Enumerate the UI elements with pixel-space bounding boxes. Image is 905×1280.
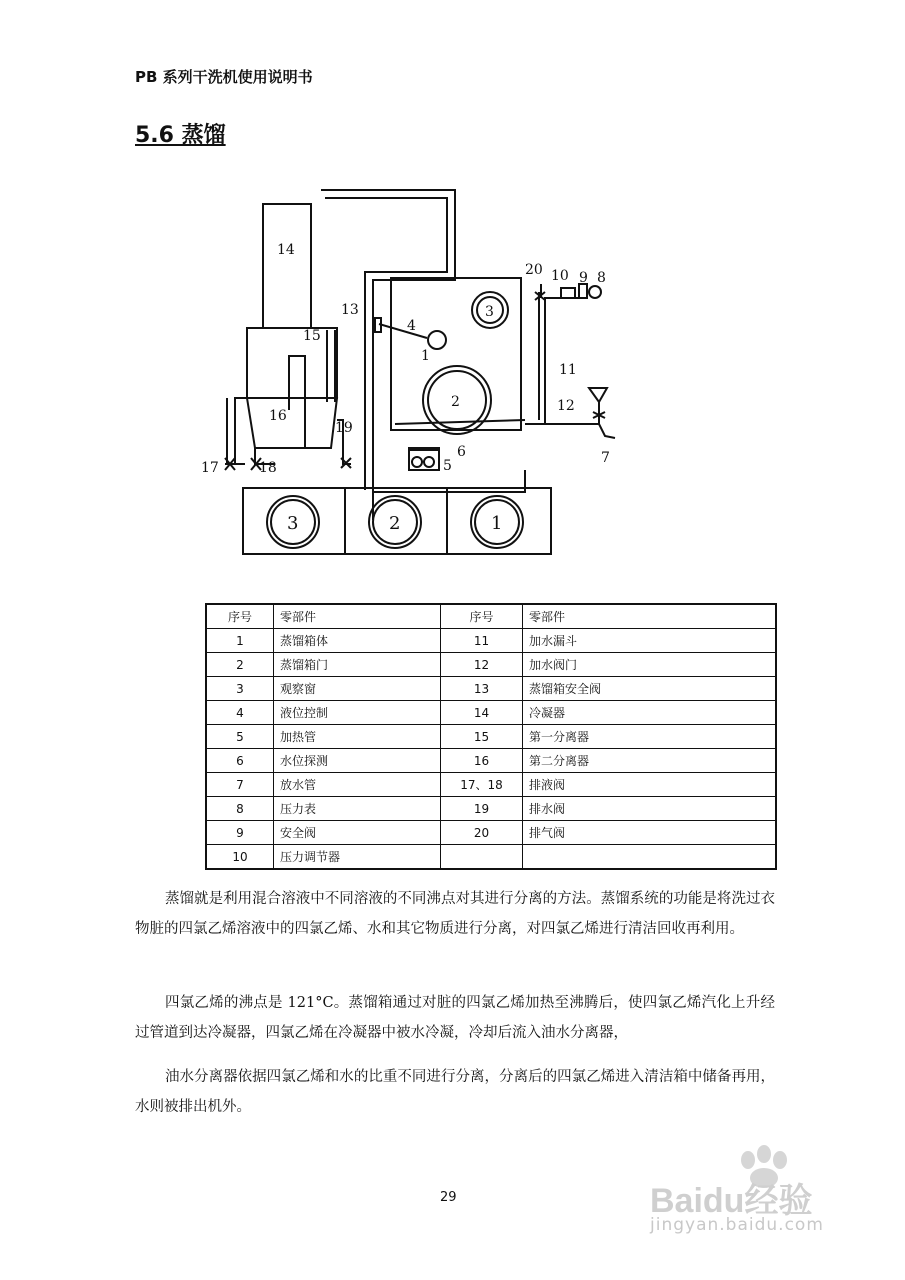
page-number: 29 [440,1190,457,1205]
cell: 排液阀 [523,773,777,797]
cell: 2 [206,653,274,677]
cell: 15 [441,725,523,749]
header-no: 序号 [206,604,274,629]
cell: 6 [206,749,274,773]
level-float [428,331,446,349]
paragraph-boiling-point: 四氯乙烯的沸点是 121°C。蒸馏箱通过对脏的四氯乙烯加热至沸腾后，使四氯乙烯汽化上升经过管道到达冷凝器，四氯乙烯在冷凝器中被水冷凝，冷却后流入油水分离器， [135,995,775,1041]
label-16: 16 [269,408,287,424]
table-row [206,677,776,701]
cell: 蒸馏箱安全阀 [523,677,777,701]
paragraph-separator: 油水分离器依据四氯乙烯和水的比重不同进行分离，分离后的四氯乙烯进入清洁箱中储备再用，水则被排出机外。 [135,1069,775,1115]
cell [441,845,523,870]
cell: 蒸馏箱体 [274,629,441,653]
label-14: 14 [277,242,295,258]
label-8: 8 [597,270,606,286]
cell: 16 [441,749,523,773]
second-separator [247,398,337,448]
cell: 液位控制 [274,701,441,725]
cell: 加水漏斗 [523,629,777,653]
label-5: 5 [443,458,452,474]
label-18: 18 [259,460,277,476]
table-row [206,797,776,821]
label-9: 9 [579,270,588,286]
cell: 第一分离器 [523,725,777,749]
table-row [206,821,776,845]
watermark-logo-text: Baidu经验 [650,1182,813,1220]
cell: 12 [441,653,523,677]
label-1: 1 [421,348,430,364]
label-3: 3 [485,304,494,320]
cell: 4 [206,701,274,725]
table-row [206,845,776,870]
cell: 8 [206,797,274,821]
cell: 11 [441,629,523,653]
water-funnel [589,388,607,402]
label-10: 10 [551,268,569,284]
header-part-2: 零部件 [523,604,777,629]
cell: 20 [441,821,523,845]
cell: 3 [206,677,274,701]
table-header-row [206,604,776,629]
cell: 7 [206,773,274,797]
label-6: 6 [457,444,466,460]
cell: 放水管 [274,773,441,797]
cell: 排水阀 [523,797,777,821]
document-title: PB 系列干洗机使用说明书 [135,68,313,86]
table-row [206,749,776,773]
cell: 14 [441,701,523,725]
condenser [263,204,311,328]
label-7: 7 [601,450,610,466]
table-row [206,629,776,653]
label-2: 2 [451,394,460,410]
separator-box [247,328,337,398]
cell: 5 [206,725,274,749]
label-20: 20 [525,262,543,278]
cell: 9 [206,821,274,845]
cell: 10 [206,845,274,870]
label-11: 11 [559,362,577,378]
paragraph-distillation-intro: 蒸馏就是利用混合溶液中不同溶液的不同沸点对其进行分离的方法。蒸馏系统的功能是将洗过衣物脏的四氯乙烯溶液中的四氯乙烯、水和其它物质进行分离，对四氯乙烯进行清洁回收再利用。 [135,891,775,937]
tank-label-3: 3 [287,513,299,534]
cell: 17、18 [441,773,523,797]
label-19: 19 [335,420,353,436]
cell: 1 [206,629,274,653]
parts-table [205,603,777,870]
watermark-url: jingyan.baidu.com [650,1215,824,1235]
cell: 13 [441,677,523,701]
cell: 安全阀 [274,821,441,845]
tank-label-1: 1 [491,513,503,534]
cell: 压力表 [274,797,441,821]
table-row [206,773,776,797]
label-12: 12 [557,398,575,414]
tank-label-2: 2 [389,513,401,534]
pressure-gauge [589,286,601,298]
label-4: 4 [407,318,416,334]
cell: 排气阀 [523,821,777,845]
cell [523,845,777,870]
table-row [206,653,776,677]
distillation-diagram [195,180,635,560]
table-row [206,725,776,749]
label-13: 13 [341,302,359,318]
header-part: 零部件 [274,604,441,629]
cell: 第二分离器 [523,749,777,773]
cell: 观察窗 [274,677,441,701]
cell: 水位探测 [274,749,441,773]
header-no-2: 序号 [441,604,523,629]
cell: 蒸馏箱门 [274,653,441,677]
cell: 压力调节器 [274,845,441,870]
cell: 加热管 [274,725,441,749]
label-17: 17 [201,460,219,476]
cell: 加水阀门 [523,653,777,677]
cell: 冷凝器 [523,701,777,725]
label-15: 15 [303,328,321,344]
section-heading: 5.6 蒸馏 [135,123,226,148]
table-row [206,701,776,725]
cell: 19 [441,797,523,821]
